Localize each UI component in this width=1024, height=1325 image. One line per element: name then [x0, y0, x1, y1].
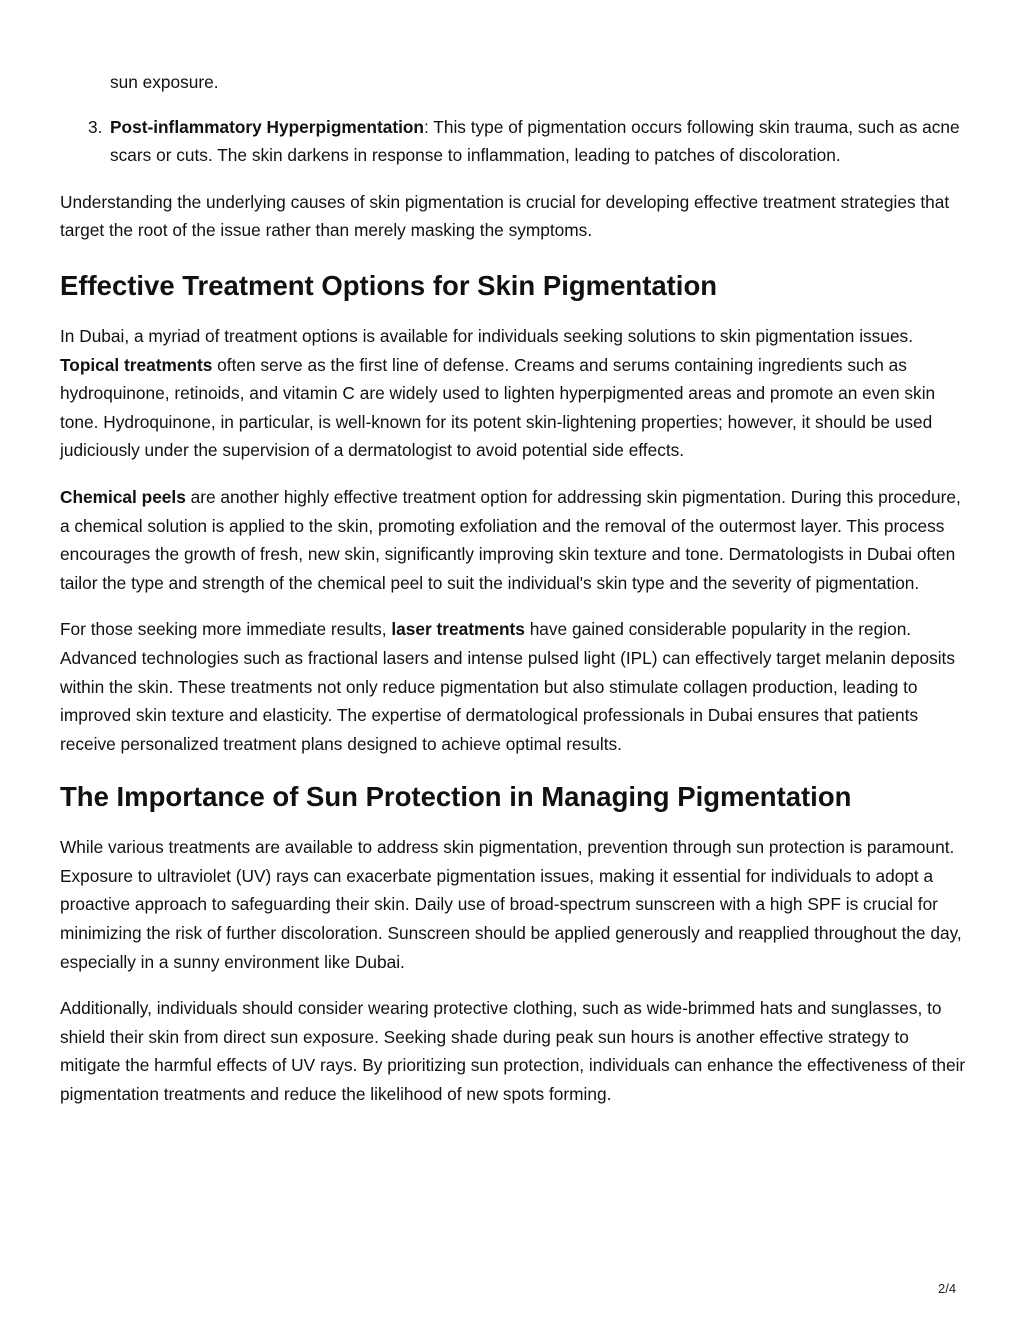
page-number: 2/4	[938, 1281, 957, 1296]
paragraph-chemical-peels	[60, 483, 970, 597]
laser-text-before: For those seeking more immediate results,	[60, 619, 392, 640]
document-body	[60, 68, 970, 1109]
heading-sun-protection: The Importance of Sun Protection in Managing Pigmentation	[60, 781, 852, 813]
peels-text-after: are another highly effective treatment option for addressing skin pigmentation. During this procedure, a chemical solution is applied to the skin, promoting exfoliation and the removal of the outermost layer. This process encourages the growth of fresh, new skin, significantly improving skin texture and tone. Dermatologists in Dubai often tailor the type and strength of the chemical peel to suit the individual's skin type and the severity of pigmentation.	[60, 486, 961, 593]
peels-bold: Chemical peels	[60, 486, 186, 507]
list-item-2-continuation: sun exposure.	[110, 72, 219, 92]
paragraph-sun-protection-1: While various treatments are available to address skin pigmentation, prevention through sun protection is paramount. Exposure to ultraviolet (UV) rays can exacerbate pigmentation issues, making it essential for individuals to adopt a proactive approach to safeguarding their skin. Daily use of broad-spectrum sunscreen with a high SPF is crucial for minimizing the risk of further discoloration. Sunscreen should be applied generously and reapplied throughout the day, especially in a sunny environment like Dubai.	[60, 837, 962, 972]
topical-text-before: In Dubai, a myriad of treatment options is available for individuals seeking solutions to skin pigmentation issues.	[60, 325, 913, 346]
list-item-3	[60, 113, 970, 170]
list-item-text: : This type of pigmentation occurs following skin trauma, such as acne scars or cuts. The skin darkens in response to inflammation, leading to patches of discoloration.	[110, 116, 960, 166]
topical-bold: Topical treatments	[60, 354, 213, 375]
paragraph-topical	[60, 322, 970, 465]
laser-text-after: have gained considerable popularity in the region. Advanced technologies such as fractional lasers and intense pulsed light (IPL) can effectively target melanin deposits within the skin. These treatments not only reduce pigmentation but also stimulate collagen production, leading to improved skin texture and elasticity. The expertise of dermatological professionals in Dubai ensures that patients receive personalized treatment plans designed to achieve optimal results.	[60, 619, 955, 754]
heading-treatment-options: Effective Treatment Options for Skin Pigmentation	[60, 269, 718, 301]
paragraph-causes: Understanding the underlying causes of skin pigmentation is crucial for developing effective treatment strategies that target the root of the issue rather than merely masking the symptoms.	[60, 191, 950, 241]
paragraph-sun-protection-2: Additionally, individuals should consider wearing protective clothing, such as wide-brimmed hats and sunglasses, to shield their skin from direct sun exposure. Seeking shade during peak sun hours is another effective strategy to mitigate the harmful effects of UV rays. By prioritizing sun protection, individuals can enhance the effectiveness of their pigmentation treatments and reduce the likelihood of new spots forming.	[60, 998, 966, 1105]
topical-text-after: often serve as the first line of defense. Creams and serums containing ingredients such as hydroquinone, retinoids, and vitamin C are widely used to lighten hyperpigmented areas and promote an even skin tone. Hydroquinone, in particular, is well-known for its potent skin-lightening properties; however, it should be used judiciously under the supervision of a dermatologist to avoid potential side effects.	[60, 354, 936, 461]
paragraph-laser	[60, 615, 970, 758]
list-item-number: 3.	[88, 116, 103, 137]
laser-bold: laser treatments	[391, 619, 525, 640]
list-item-term: Post-inflammatory Hyperpigmentation	[110, 116, 424, 137]
